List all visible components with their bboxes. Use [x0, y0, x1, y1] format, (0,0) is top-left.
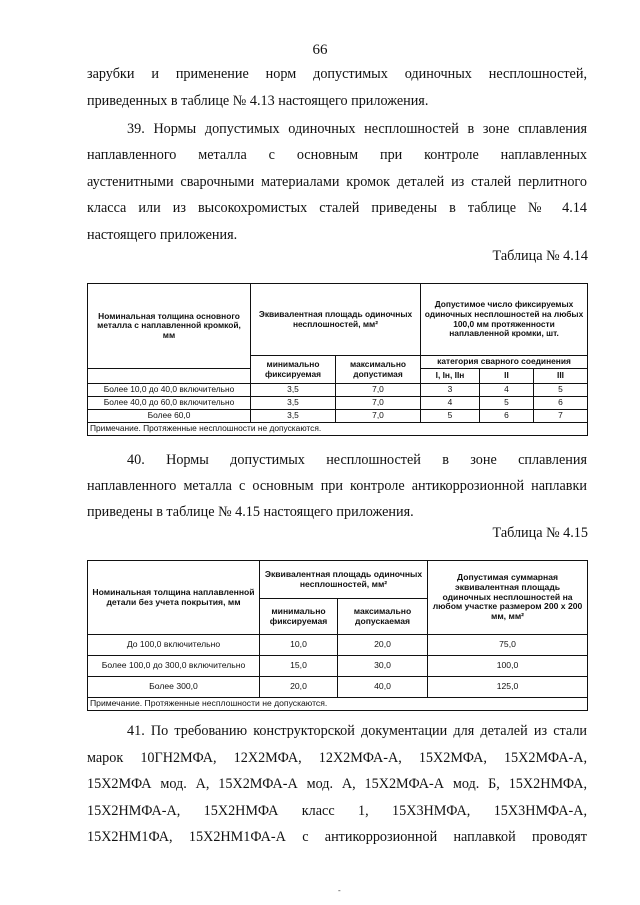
t414-cell-c2: 4: [480, 384, 534, 397]
page-number: 66: [312, 42, 328, 58]
t414-cell-c1: 4: [421, 397, 480, 410]
intro-line-1: зарубки и применение норм допустимых одиночных несплошностей,: [87, 66, 587, 82]
t414-header-cat3: III: [534, 369, 588, 384]
table-row: [88, 656, 588, 677]
t414-header-count: Допустимое число фиксируемых одиночных несплошностей на любых 100,0 мм протяженности наплавленной кромки, шт.: [421, 284, 588, 356]
t415-cell-total: 100,0: [428, 656, 588, 677]
t414-cell-thickness: Более 10,0 до 40,0 включительно: [88, 384, 251, 397]
t414-header-cat2: II: [480, 369, 534, 384]
t414-header-thickness: Номинальная толщина основного металла с наплавленной кромкой, мм: [88, 284, 251, 369]
para-39-line-5: настоящего приложения.: [87, 227, 238, 243]
t414-header-category: категория сварного соединения: [421, 356, 588, 369]
table-4-14: [87, 283, 588, 436]
t415-cell-max: 40,0: [338, 677, 428, 698]
t415-cell-min: 20,0: [260, 677, 338, 698]
t414-cell-thickness: Более 40,0 до 60,0 включительно: [88, 397, 251, 410]
t415-header-area: Эквивалентная площадь одиночных несплошностей, мм²: [260, 561, 428, 599]
table-row: [88, 677, 588, 698]
table-4-14-caption: Таблица № 4.14: [492, 248, 588, 264]
para-39-line-3: аустенитными сварочными материалами кромок деталей из сталей перлитного: [87, 174, 587, 190]
t415-cell-total: 75,0: [428, 635, 588, 656]
t415-note: Примечание. Протяженные несплошности не допускаются.: [88, 698, 588, 711]
para-41-line-2: марок 10ГН2МФА, 12Х2МФА, 12Х2МФА-А, 15Х2МФА, 15Х2МФА-А,: [87, 750, 587, 766]
t414-cell-c2: 6: [480, 410, 534, 423]
t415-header-max: максимально допускаемая: [338, 599, 428, 635]
t414-cell-c3: 5: [534, 384, 588, 397]
t415-cell-thickness: Более 300,0: [88, 677, 260, 698]
t414-cell-c3: 6: [534, 397, 588, 410]
t414-cell-c1: 5: [421, 410, 480, 423]
t415-header-min: минимально фиксируемая: [260, 599, 338, 635]
t414-header-min: минимально фиксируемая: [251, 356, 336, 384]
t415-cell-min: 15,0: [260, 656, 338, 677]
table-row: [88, 397, 588, 410]
para-40-line-3: приведены в таблице № 4.15 настоящего приложения.: [87, 504, 414, 520]
t414-header-cat1: I, Iн, IIн: [421, 369, 480, 384]
t414-cell-c2: 5: [480, 397, 534, 410]
para-39-line-1: 39. Нормы допустимых одиночных несплошностей в зоне сплавления: [127, 121, 587, 137]
t415-cell-total: 125,0: [428, 677, 588, 698]
t414-note: Примечание. Протяженные несплошности не допускаются.: [88, 423, 588, 436]
t414-cell-c1: 3: [421, 384, 480, 397]
t415-cell-min: 10,0: [260, 635, 338, 656]
t414-cell-max: 7,0: [336, 384, 421, 397]
table-row: [88, 384, 588, 397]
t414-cell-c3: 7: [534, 410, 588, 423]
t415-cell-thickness: Более 100,0 до 300,0 включительно: [88, 656, 260, 677]
t414-cell-min: 3,5: [251, 384, 336, 397]
table-row: [88, 635, 588, 656]
table-row: [88, 410, 588, 423]
intro-line-2: приведенных в таблице № 4.13 настоящего приложения.: [87, 93, 429, 109]
para-39-line-4: класса или из высокохромистых сталей приведены в таблице № 4.14: [87, 200, 587, 216]
t414-cell-max: 7,0: [336, 397, 421, 410]
t414-header-max: максимально допустимая: [336, 356, 421, 384]
t415-cell-max: 20,0: [338, 635, 428, 656]
para-40-line-1: 40. Нормы допустимых несплошностей в зоне сплавления: [127, 452, 587, 468]
t414-cell-max: 7,0: [336, 410, 421, 423]
t414-header-area: Эквивалентная площадь одиночных несплошностей, мм²: [251, 284, 421, 356]
t415-cell-max: 30,0: [338, 656, 428, 677]
t414-cell-min: 3,5: [251, 410, 336, 423]
para-40-line-2: наплавленного металла с основным при контроле антикоррозионной наплавки: [87, 478, 587, 494]
para-41-line-1: 41. По требованию конструкторской документации для деталей из стали: [127, 723, 587, 739]
table-4-15: [87, 560, 588, 711]
t414-cell-min: 3,5: [251, 397, 336, 410]
t414-cell-thickness: Более 60,0: [88, 410, 251, 423]
t415-header-thickness: Номинальная толщина наплавленной детали без учета покрытия, мм: [88, 561, 260, 635]
footer-mark: -: [338, 886, 341, 895]
para-41-line-4: 15Х2НМФА-А, 15Х2НМФА класс 1, 15Х3НМФА, 15Х3НМФА-А,: [87, 803, 587, 819]
para-41-line-5: 15Х2НМ1ФА, 15Х2НМ1ФА-А с антикоррозионной наплавкой проводят: [87, 829, 587, 845]
t415-header-total: Допустимая суммарная эквивалентная площадь одиночных несплошностей на любом участке размером 200 х 200 мм, мм²: [428, 561, 588, 635]
t414-header-thickness-cont: [88, 369, 251, 384]
table-4-15-caption: Таблица № 4.15: [492, 525, 588, 541]
t415-cell-thickness: До 100,0 включительно: [88, 635, 260, 656]
para-39-line-2: наплавленного металла с основным при контроле наплавленных: [87, 147, 587, 163]
para-41-line-3: 15Х2МФА мод. А, 15Х2МФА-А мод. А, 15Х2МФА-А мод. Б, 15Х2НМФА,: [87, 776, 587, 792]
